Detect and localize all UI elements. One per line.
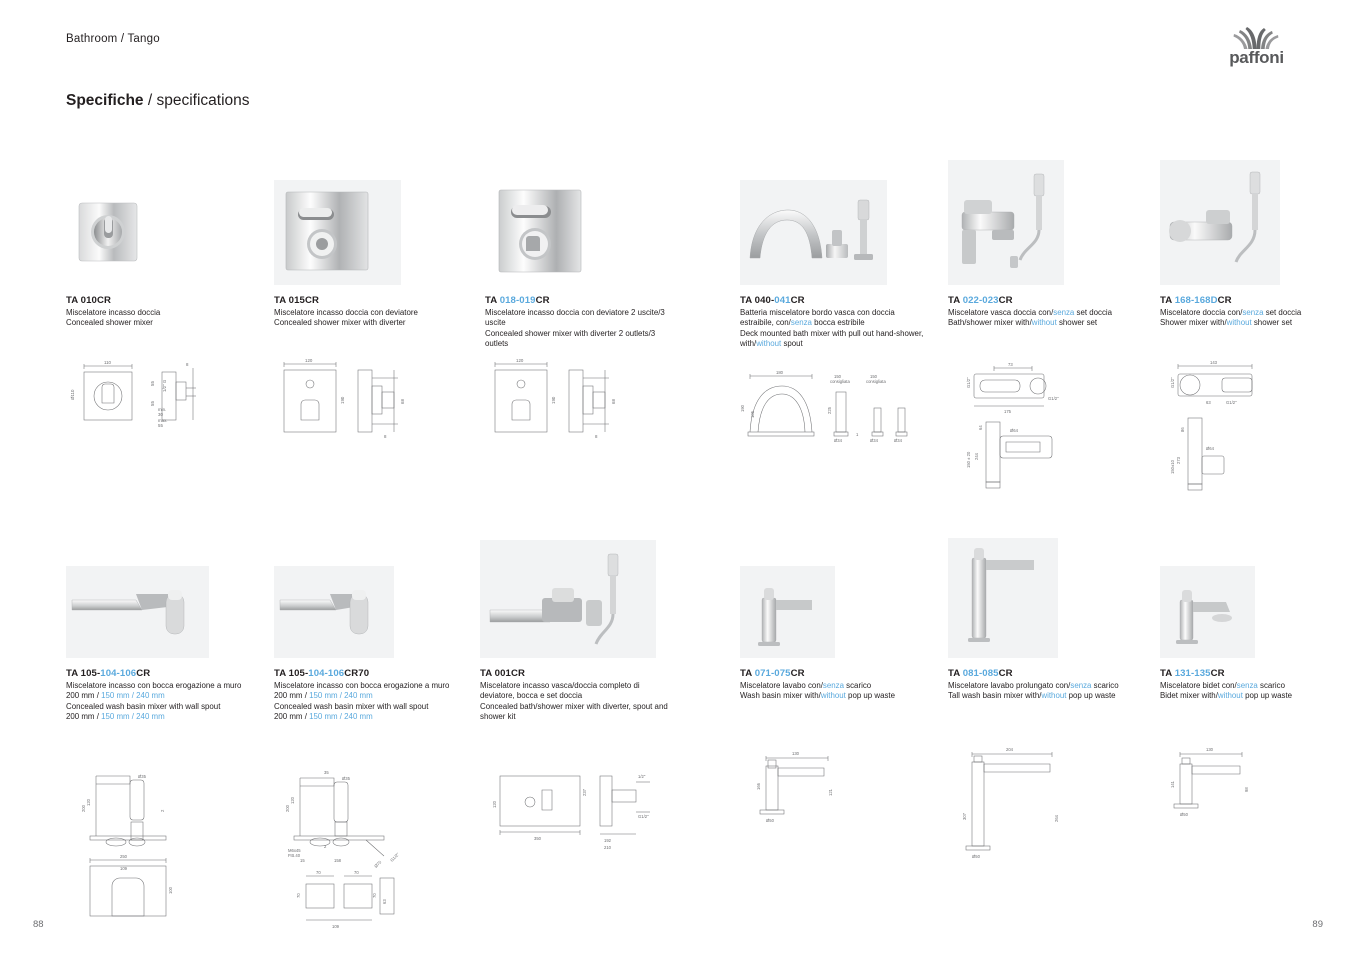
svg-text:120: 120	[492, 801, 497, 808]
code-prefix: TA	[1160, 668, 1175, 679]
code-alt: 104-106	[308, 668, 345, 679]
description-en: Concealed shower mixer	[66, 318, 153, 328]
description-it: Miscelatore bidet con/senza scarico	[1160, 681, 1286, 690]
code-suffix: CR	[1210, 668, 1225, 679]
product-cell	[66, 566, 276, 723]
product-code	[485, 295, 695, 306]
product-photo	[740, 566, 835, 658]
svg-text:109: 109	[332, 924, 339, 929]
page-title	[66, 92, 250, 110]
svg-text:15: 15	[300, 858, 305, 863]
code-prefix: TA 001CR	[480, 668, 526, 679]
description-it: Miscelatore doccia con/senza set doccia	[1160, 308, 1302, 317]
product-code	[66, 295, 266, 306]
svg-text:64: 64	[978, 425, 983, 430]
product-cell	[948, 160, 1148, 329]
svg-text:P.B.40: P.B.40	[288, 853, 301, 858]
brand-name: paffoni	[1229, 48, 1284, 67]
svg-text:190: 190	[551, 396, 556, 404]
svg-text:consigliata: consigliata	[866, 379, 886, 384]
description-it: Miscelatore incasso vasca/doccia completo di deviatore, bocca e set doccia	[480, 681, 640, 701]
page-title-light: specifications	[156, 92, 250, 109]
svg-text:200: 200	[285, 805, 290, 812]
code-alt: 104-106	[100, 668, 137, 679]
code-suffix: CR	[1217, 295, 1232, 306]
svg-text:150: 150	[870, 374, 877, 379]
product-cell	[480, 540, 690, 723]
product-cell	[740, 566, 940, 702]
breadcrumb	[66, 33, 160, 45]
product-description	[948, 681, 1138, 702]
product-description	[274, 308, 464, 329]
product-description	[1160, 681, 1350, 702]
svg-text:150±10: 150±10	[1170, 460, 1175, 474]
description-it: Miscelatore vasca doccia con/senza set doccia	[948, 308, 1113, 317]
technical-drawing	[738, 356, 918, 446]
svg-text:G1/2": G1/2"	[966, 377, 971, 388]
svg-text:55: 55	[158, 423, 163, 428]
description-extra: 200 mm / 150 mm / 240 mm	[66, 712, 165, 722]
svg-text:55: 55	[150, 381, 155, 386]
svg-text:G1/2": G1/2"	[1048, 396, 1059, 401]
code-suffix: CR	[790, 668, 805, 679]
svg-text:70: 70	[354, 870, 359, 875]
code-suffix: CR	[790, 295, 805, 306]
svg-text:200: 200	[81, 805, 86, 812]
product-code	[274, 295, 474, 306]
code-suffix: CR70	[344, 668, 370, 679]
svg-text:237: 237	[582, 789, 587, 796]
svg-text:210: 210	[604, 845, 611, 850]
svg-text:68: 68	[611, 399, 616, 404]
product-cell	[1160, 566, 1356, 702]
code-prefix: TA	[1160, 295, 1175, 306]
product-code	[948, 668, 1148, 679]
product-photo	[740, 180, 887, 285]
svg-text:Ø64: Ø64	[1010, 428, 1018, 433]
product-cell	[66, 180, 266, 329]
product-description	[740, 681, 930, 702]
svg-text:130: 130	[1206, 747, 1213, 752]
description-it: Miscelatore incasso con bocca erogazione a muro 200 mm / 150 mm / 240 mm	[274, 681, 450, 701]
code-alt: 018-019	[499, 295, 536, 306]
svg-text:G1/2": G1/2"	[389, 851, 401, 863]
description-en: Concealed shower mixer with diverter	[274, 318, 406, 328]
description-en: Shower mixer with/without shower set	[1160, 318, 1293, 328]
svg-text:2: 2	[160, 809, 165, 812]
product-cell	[1160, 160, 1356, 329]
product-description	[948, 308, 1138, 329]
svg-text:150 ± 20: 150 ± 20	[966, 451, 971, 468]
technical-drawing	[1162, 740, 1282, 840]
code-prefix: TA 040-	[740, 295, 775, 306]
code-suffix: CR	[136, 668, 151, 679]
svg-text:Ø34: Ø34	[834, 438, 842, 443]
breadcrumb-separator: /	[120, 33, 125, 45]
product-photo	[274, 566, 394, 658]
svg-text:100: 100	[168, 887, 173, 894]
product-description	[485, 308, 675, 350]
description-extra: 200 mm / 150 mm / 240 mm	[274, 712, 373, 722]
description-en: Tall wash basin mixer with/without pop up waste	[948, 691, 1116, 701]
product-code	[480, 668, 690, 679]
svg-text:70: 70	[316, 870, 321, 875]
svg-text:8: 8	[595, 434, 598, 439]
svg-text:68: 68	[400, 399, 405, 404]
svg-text:175: 175	[1004, 409, 1011, 414]
svg-text:M6x45: M6x45	[288, 848, 301, 853]
code-prefix: TA	[948, 668, 963, 679]
svg-text:Ø70: Ø70	[373, 859, 383, 869]
svg-text:Ø50: Ø50	[766, 818, 774, 823]
technical-drawing	[62, 356, 212, 456]
product-code	[274, 668, 484, 679]
code-alt: 071-075	[754, 668, 791, 679]
svg-text:70: 70	[372, 893, 377, 898]
technical-drawing	[483, 356, 643, 456]
description-en: Concealed shower mixer with diverter 2 outlets/3 outlets	[485, 328, 656, 349]
svg-text:max.: max.	[158, 418, 168, 423]
svg-text:1: 1	[856, 432, 859, 437]
svg-text:98: 98	[1244, 787, 1249, 792]
svg-text:158: 158	[334, 858, 341, 863]
svg-text:Ø35: Ø35	[342, 776, 350, 781]
code-prefix: TA 015CR	[274, 295, 320, 306]
svg-text:120: 120	[86, 799, 91, 806]
svg-text:250: 250	[120, 854, 127, 859]
product-photo	[1160, 160, 1280, 285]
svg-text:225: 225	[827, 407, 832, 414]
product-photo	[948, 160, 1064, 285]
technical-drawing	[76, 756, 226, 926]
product-code	[1160, 668, 1356, 679]
svg-text:8: 8	[384, 434, 387, 439]
svg-text:264: 264	[1054, 815, 1059, 822]
svg-text:1/2" G: 1/2" G	[162, 379, 167, 392]
svg-text:150: 150	[834, 374, 841, 379]
description-en: Deck mounted bath mixer with pull out hand-shower, with/without spout	[740, 328, 924, 349]
svg-text:307: 307	[962, 813, 967, 820]
svg-text:120: 120	[290, 797, 295, 804]
svg-text:70: 70	[296, 893, 301, 898]
product-code	[948, 295, 1148, 306]
code-suffix: CR	[535, 295, 550, 306]
description-it: Miscelatore incasso con bocca erogazione a muro 200 mm / 150 mm / 240 mm	[66, 681, 242, 701]
description-it: Miscelatore lavabo con/senza scarico	[740, 681, 872, 690]
svg-text:35: 35	[324, 770, 329, 775]
product-description	[740, 308, 930, 350]
svg-text:120: 120	[516, 358, 524, 363]
code-alt: 131-135	[1174, 668, 1211, 679]
product-cell	[948, 538, 1148, 702]
product-photo	[948, 538, 1058, 658]
svg-text:192: 192	[604, 838, 611, 843]
code-prefix: TA 105-	[274, 668, 309, 679]
product-photo	[1160, 566, 1255, 658]
code-prefix: TA 010CR	[66, 295, 112, 306]
svg-text:244: 244	[974, 453, 979, 460]
product-code	[740, 668, 940, 679]
svg-text:consigliata: consigliata	[830, 379, 850, 384]
svg-text:G1/2": G1/2"	[1170, 377, 1175, 388]
svg-text:109: 109	[120, 866, 127, 871]
description-en: Bidet mixer with/without pop up waste	[1160, 691, 1293, 701]
code-prefix: TA 105-	[66, 668, 101, 679]
page-number-left: 88	[33, 919, 44, 930]
svg-text:55: 55	[150, 401, 155, 406]
svg-text:86: 86	[1180, 427, 1185, 432]
code-alt: 081-085	[962, 668, 999, 679]
technical-drawing	[280, 752, 440, 932]
svg-text:105: 105	[750, 411, 755, 418]
description-en: Wash basin mixer with/without pop up waste	[740, 691, 895, 701]
svg-text:2: 2	[324, 844, 327, 849]
product-cell	[274, 180, 474, 329]
description-it: Miscelatore incasso doccia con deviatore	[274, 308, 418, 317]
description-en: Concealed wash basin mixer with wall spout	[274, 701, 429, 711]
product-photo	[66, 180, 192, 285]
svg-text:Ø34: Ø34	[894, 438, 902, 443]
code-prefix: TA	[948, 295, 963, 306]
product-photo	[485, 180, 613, 285]
technical-drawing	[748, 740, 868, 840]
code-prefix: TA	[740, 668, 755, 679]
product-code	[66, 668, 276, 679]
product-code	[740, 295, 940, 306]
product-description	[1160, 308, 1350, 329]
page-title-bold: Specifiche	[66, 92, 144, 109]
product-description	[66, 681, 256, 723]
svg-text:190: 190	[340, 396, 345, 404]
description-it: Miscelatore incasso doccia	[66, 308, 161, 317]
svg-text:121: 121	[828, 789, 833, 796]
svg-text:Ø110: Ø110	[70, 389, 75, 400]
product-cell	[740, 180, 940, 350]
svg-text:G1/2": G1/2"	[638, 814, 649, 819]
description-it: Miscelatore lavabo prolungato con/senza scarico	[948, 681, 1119, 690]
code-suffix: CR	[998, 295, 1013, 306]
product-code	[1160, 295, 1356, 306]
svg-text:1/2": 1/2"	[638, 774, 646, 779]
svg-text:min.: min.	[158, 407, 167, 412]
code-prefix: TA	[485, 295, 500, 306]
description-en: Concealed wash basin mixer with wall spout	[66, 701, 221, 711]
product-description	[66, 308, 256, 329]
product-description	[274, 681, 464, 723]
description-en: Bath/shower mixer with/without shower set	[948, 318, 1098, 328]
technical-drawing	[490, 756, 660, 856]
svg-text:110: 110	[104, 360, 111, 365]
svg-text:30: 30	[158, 412, 163, 417]
svg-text:8: 8	[186, 362, 189, 367]
description-it: Miscelatore incasso doccia con deviatore 2 uscite/3 uscite	[485, 308, 665, 328]
technical-drawing	[946, 356, 1086, 501]
brand-logo	[1209, 26, 1304, 66]
product-description	[480, 681, 670, 723]
page-number-right: 89	[1312, 919, 1323, 930]
svg-text:73: 73	[1008, 362, 1013, 367]
description-it: Batteria miscelatore bordo vasca con doccia estraibile, con/senza bocca estribile	[740, 308, 895, 328]
product-cell	[274, 566, 484, 723]
description-en: Concealed bath/shower mixer with diverter, spout and shower kit	[480, 701, 668, 722]
svg-text:120: 120	[305, 358, 313, 363]
fan-icon	[1209, 26, 1304, 50]
svg-text:143: 143	[1210, 360, 1217, 365]
svg-text:204: 204	[1006, 747, 1013, 752]
breadcrumb-category: Bathroom	[66, 33, 118, 45]
technical-drawing	[272, 356, 432, 456]
svg-text:G1/2": G1/2"	[1226, 400, 1237, 405]
page-title-sep: /	[147, 92, 153, 109]
svg-text:141: 141	[1170, 781, 1175, 788]
svg-text:166: 166	[756, 783, 761, 790]
svg-text:130: 130	[792, 751, 799, 756]
svg-text:Ø34: Ø34	[870, 438, 878, 443]
svg-text:273: 273	[1176, 457, 1181, 464]
code-alt: 168-168D	[1174, 295, 1218, 306]
breadcrumb-collection: Tango	[127, 33, 160, 45]
svg-text:Ø50: Ø50	[1180, 812, 1188, 817]
svg-text:190: 190	[740, 405, 745, 412]
svg-text:63: 63	[1206, 400, 1211, 405]
technical-drawing	[952, 740, 1082, 870]
product-cell	[485, 180, 695, 350]
product-photo	[480, 540, 656, 658]
svg-text:Ø35: Ø35	[138, 774, 146, 779]
technical-drawing	[1162, 356, 1292, 506]
svg-text:180: 180	[776, 370, 783, 375]
svg-text:Ø50: Ø50	[972, 854, 980, 859]
product-photo	[66, 566, 209, 658]
code-alt: 041	[774, 295, 791, 306]
svg-text:350: 350	[534, 836, 541, 841]
product-photo	[274, 180, 401, 285]
code-suffix: CR	[998, 668, 1013, 679]
svg-text:63: 63	[382, 899, 387, 904]
code-alt: 022-023	[962, 295, 999, 306]
svg-text:Ø64: Ø64	[1206, 446, 1214, 451]
